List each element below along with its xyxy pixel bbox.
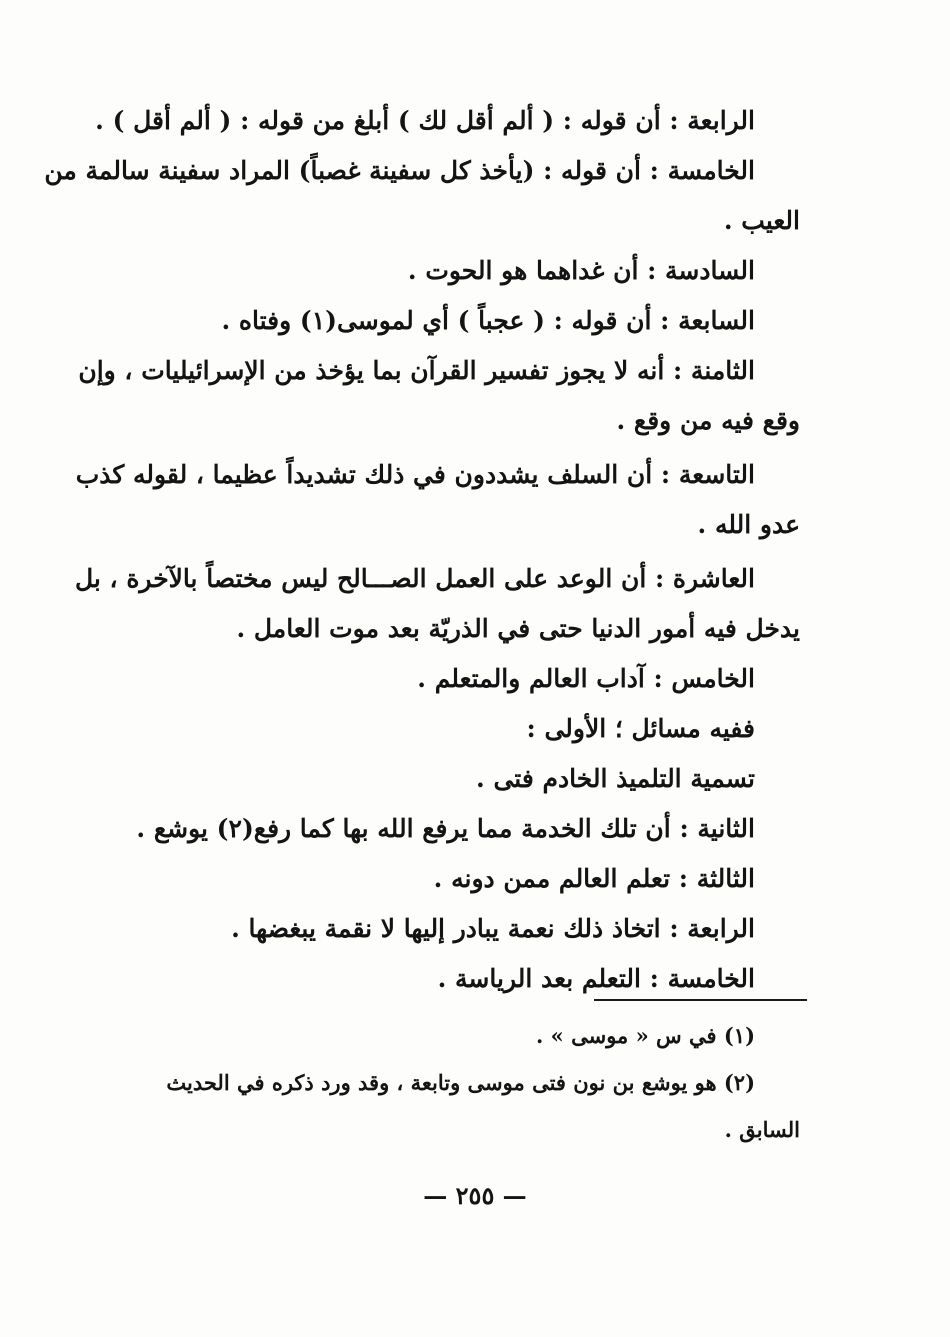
text-line: ففيه مسائل ؛ الأولى : xyxy=(526,714,755,743)
text-line: عدو الله . xyxy=(697,510,800,539)
text-line: الثامنة : أنه لا يجوز تفسير القرآن بما يؤخذ من الإسرائيليات ، وإن xyxy=(78,356,755,385)
text-line: الرابعة : اتخاذ ذلك نعمة يبادر إليها لا نقمة يبغضها . xyxy=(231,914,755,943)
footnotes xyxy=(150,1012,800,1153)
page-number: — ٢٥٥ — xyxy=(423,1181,527,1210)
footnote-line: (١) في س « موسى » . xyxy=(536,1023,755,1048)
text-line: يدخل فيه أمور الدنيا حتى في الذريّة بعد موت العامل . xyxy=(236,614,800,643)
footnote-separator xyxy=(594,999,807,1001)
footnote-line: السابق . xyxy=(724,1117,800,1142)
text-line: وقع فيه من وقع . xyxy=(616,406,800,435)
footnote-line: (٢) هو يوشع بن نون فتى موسى وتابعة ، وقد ورد ذكره في الحديث xyxy=(166,1070,755,1095)
text-line: العيب . xyxy=(723,206,800,235)
text-line: الرابعة : أن قوله : ( ألم أقل لك ) أبلغ من قوله : ( ألم أقل ) . xyxy=(95,106,755,135)
text-line: الثانية : أن تلك الخدمة مما يرفع الله بها كما رفع(٢) يوشع . xyxy=(136,814,755,843)
text-line: السادسة : أن غداهما هو الحوت . xyxy=(407,256,755,285)
text-line: العاشرة : أن الوعد على العمل الصـــالح ليس مختصاً بالآخرة ، بل xyxy=(74,564,755,593)
text-line: الثالثة : تعلم العالم ممن دونه . xyxy=(433,864,755,893)
section-heading: الخامس : آداب العالم والمتعلم . xyxy=(417,664,755,693)
text-line: تسمية التلميذ الخادم فتى . xyxy=(476,764,755,793)
text-line: السابعة : أن قوله : ( عجباً ) أي لموسى(١) وفتاه . xyxy=(221,306,755,335)
text-line: التاسعة : أن السلف يشددون في ذلك تشديداً عظيما ، لقوله كذب xyxy=(75,460,755,489)
main-text xyxy=(44,96,800,1004)
text-line: الخامسة : التعلم بعد الرياسة . xyxy=(437,964,755,993)
text-line: الخامسة : أن قوله : (يأخذ كل سفينة غصباً) المراد سفينة سالمة من xyxy=(44,156,755,185)
